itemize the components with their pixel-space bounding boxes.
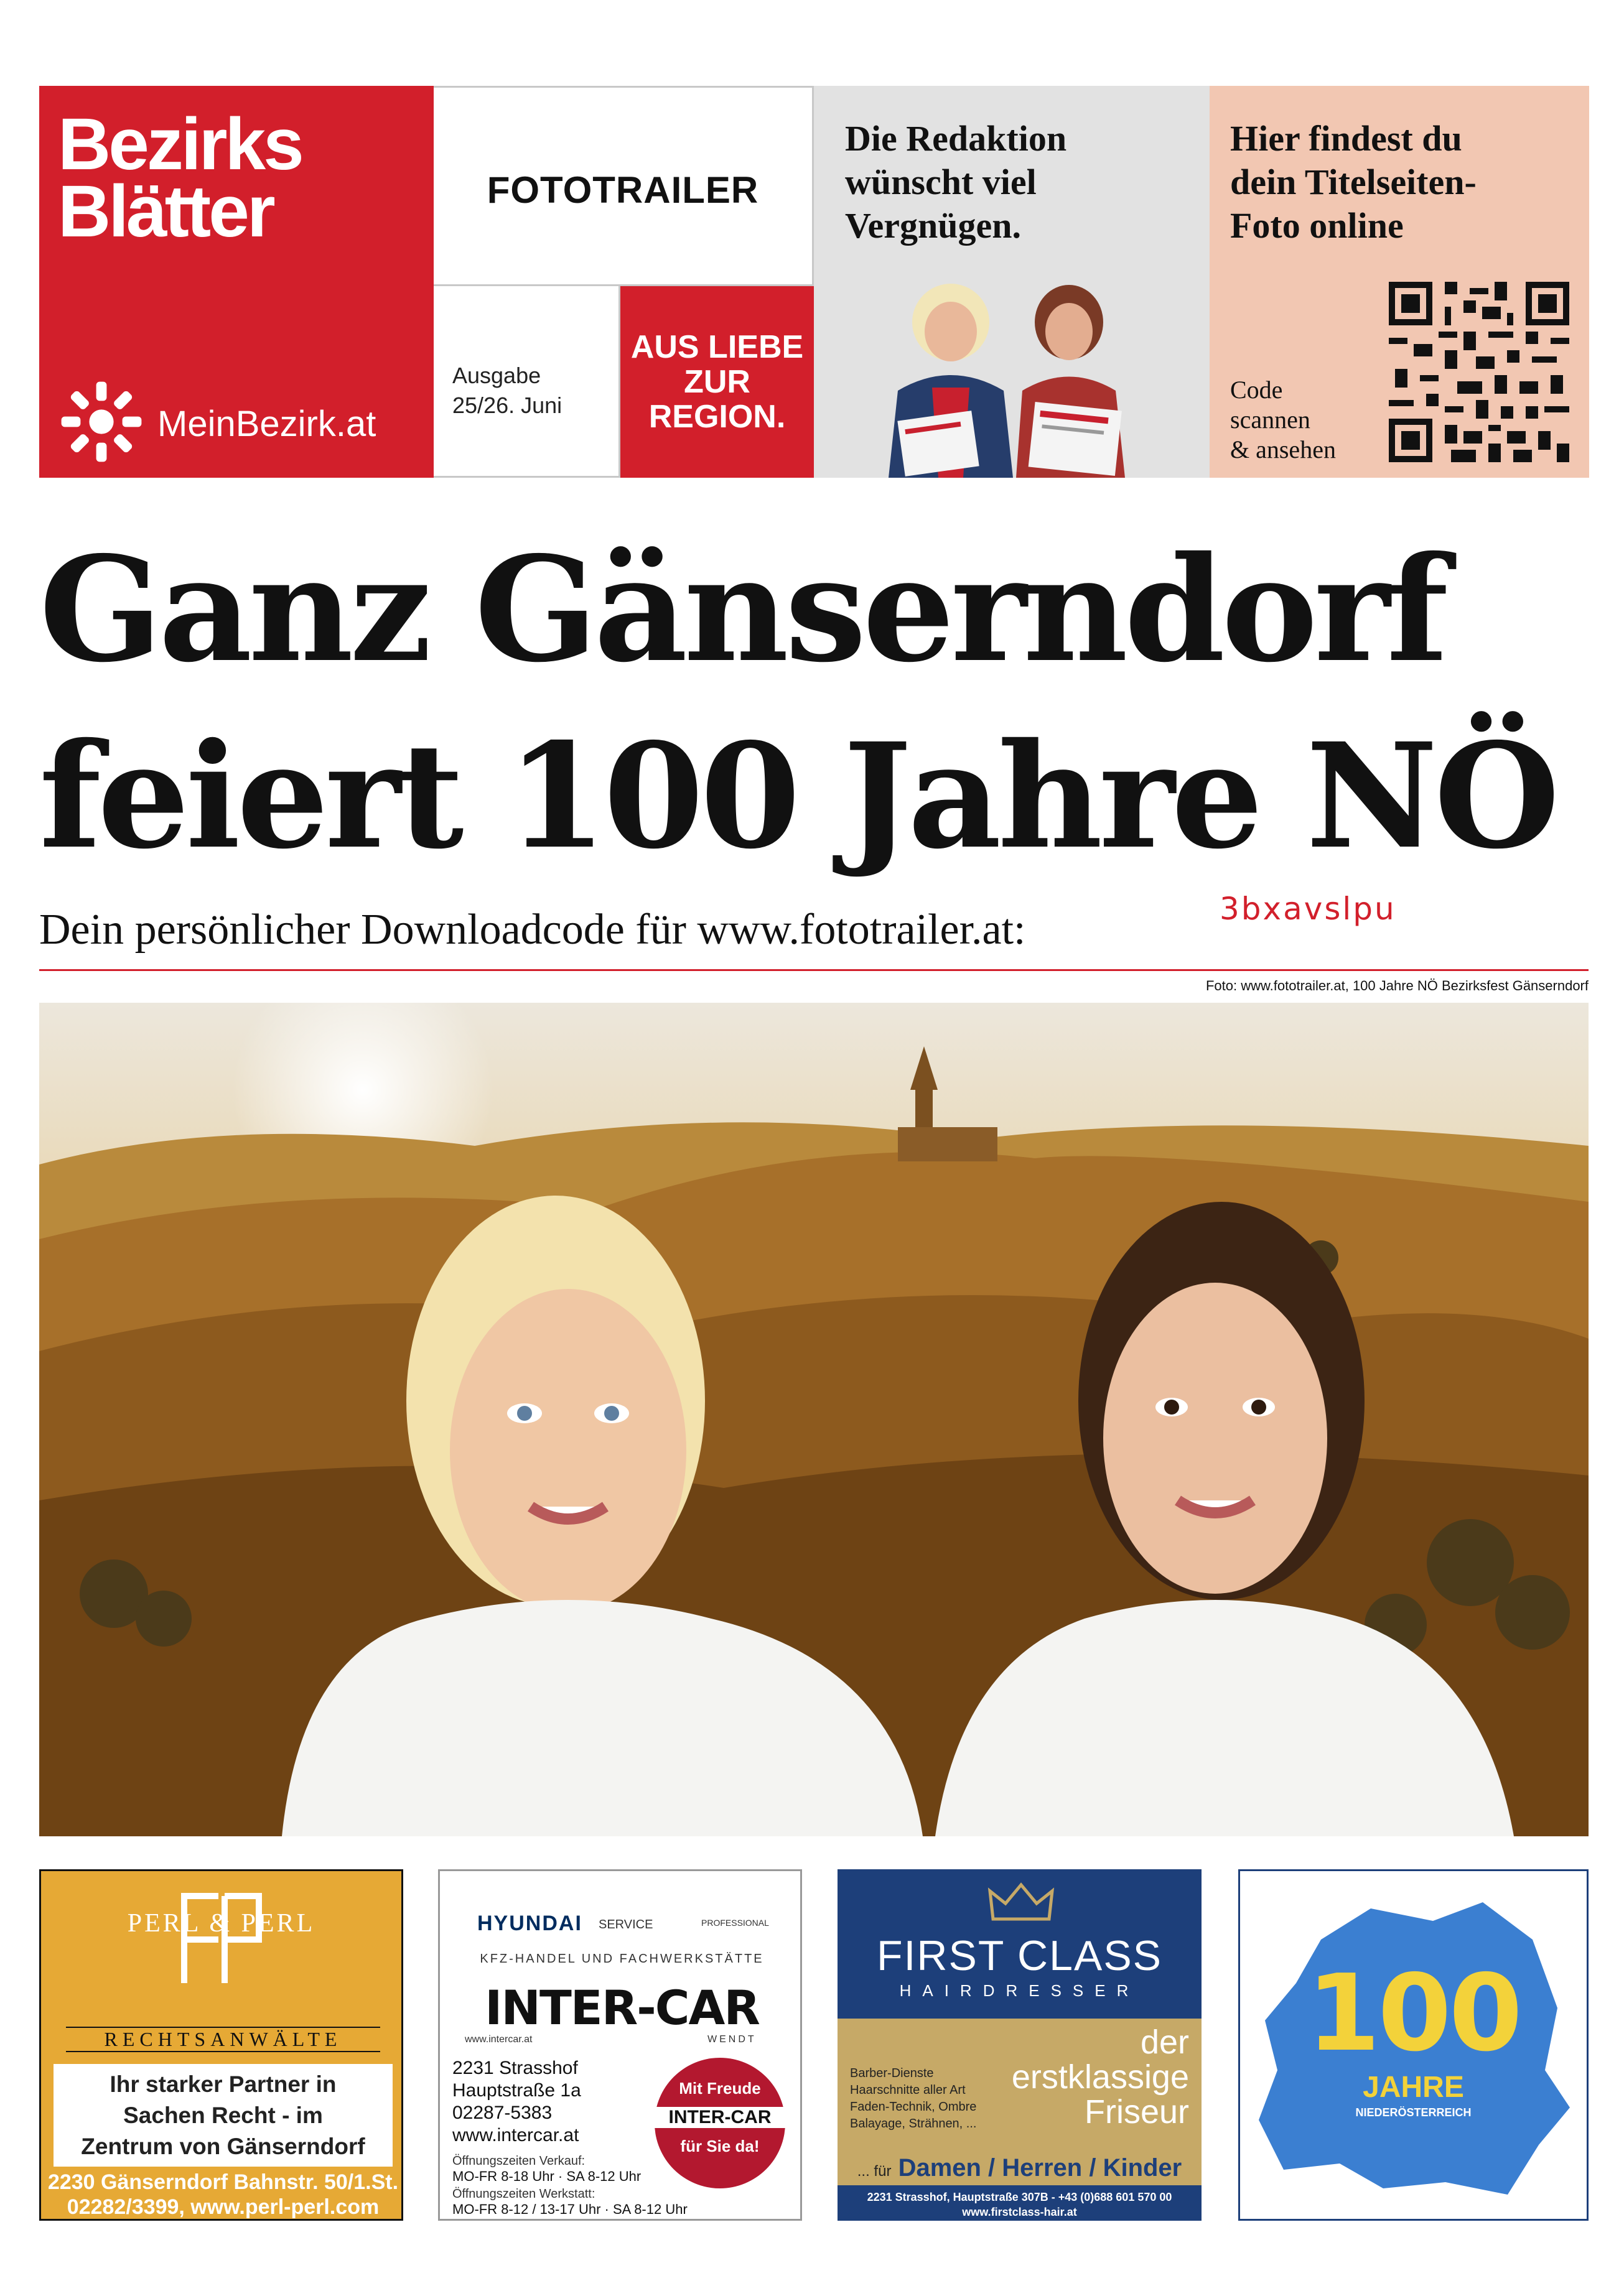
redaktion-line: Die Redaktion	[845, 118, 1067, 159]
slogan-line: REGION.	[648, 399, 786, 435]
hyundai-logo: HYUNDAI	[477, 1912, 582, 1935]
brand-sub	[58, 378, 419, 453]
intercar-name: INTER-CAR	[485, 1980, 759, 2035]
code-line: scannen	[1230, 406, 1310, 434]
online-line: Hier findest du	[1230, 118, 1462, 159]
firstclass-address	[838, 2190, 1202, 2219]
firstclass-sub: HAIRDRESSER	[899, 1981, 1140, 2000]
service-line: Barber-Dienste	[850, 2066, 934, 2080]
slogan-line: Friseur	[1084, 2093, 1189, 2131]
redaktion-box	[814, 86, 1210, 478]
intercar-address1: 2231 Strasshof	[452, 2058, 578, 2078]
service-line: Haarschnitte aller Art	[850, 2083, 966, 2097]
divider	[39, 969, 1589, 971]
slogan-text	[620, 330, 814, 434]
ad-100-jahre[interactable]	[1238, 1869, 1589, 2221]
intercar-web-small: www.intercar.at	[465, 2034, 533, 2045]
firstclass-services	[850, 2065, 976, 2132]
perl-claim-line: Sachen Recht - im	[123, 2103, 323, 2128]
issue-box	[434, 286, 620, 478]
ad-first-class[interactable]	[838, 1869, 1202, 2221]
target-prefix: ... für	[857, 2163, 892, 2180]
perl-claim-line: Zentrum von Gänserndorf	[81, 2134, 365, 2159]
slogan-line: ZUR	[684, 364, 750, 400]
slogan-box	[620, 286, 814, 478]
firstclass-website[interactable]: www.firstclass-hair.at	[962, 2206, 1077, 2218]
hours-sales-label: Öffnungszeiten Verkauf:	[452, 2154, 586, 2168]
code-line: & ansehen	[1230, 435, 1336, 463]
issue-label: Ausgabe	[452, 363, 541, 388]
slogan-line: AUS LIEBE	[630, 329, 804, 365]
intercar-sub: WENDT	[707, 2034, 757, 2045]
online-line: dein Titelseiten-	[1230, 162, 1477, 202]
brand-url: MeinBezirk.at	[157, 404, 376, 444]
badge-mid: INTER-CAR	[655, 2107, 785, 2128]
redaktion-line: wünscht viel	[845, 162, 1037, 202]
ad-intercar[interactable]	[438, 1869, 802, 2221]
hours-sales: MO-FR 8-18 Uhr · SA 8-12 Uhr	[452, 2168, 642, 2184]
intercar-tagline: KFZ-HANDEL UND FACHWERKSTÄTTE	[480, 1952, 764, 1966]
slogan-line: der	[1140, 2024, 1189, 2061]
brand-name	[58, 103, 419, 253]
online-text	[1230, 117, 1579, 248]
perl-logo-icon	[159, 1884, 284, 1996]
headline	[39, 516, 1589, 890]
perl-title: PERL & PERL	[127, 1909, 315, 1938]
intercar-website[interactable]: www.intercar.at	[452, 2125, 579, 2145]
download-label: Dein persönlicher Downloadcode für www.fototrailer.at:	[39, 906, 1026, 954]
headline-line2: feiert 100 Jahre NÖ	[39, 711, 1556, 881]
noe-word: JAHRE	[1363, 2071, 1464, 2104]
badge-bottom: für Sie da!	[680, 2137, 760, 2155]
firstclass-panel	[838, 2019, 1202, 2152]
perl-claim	[54, 2064, 393, 2167]
firstclass-slogan	[1012, 2025, 1189, 2129]
online-box	[1210, 86, 1589, 478]
service-label: SERVICE	[599, 1918, 653, 1931]
intercar-phone[interactable]: 02287-5383	[452, 2103, 553, 2123]
perl-address-line: 2230 Gänserndorf Bahnstr. 50/1.St.	[47, 2170, 399, 2194]
main-photo	[39, 1003, 1589, 1836]
firstclass-name: FIRST CLASS	[876, 1932, 1163, 1979]
perl-claim-line: Ihr starker Partner in	[110, 2071, 337, 2097]
qr-code-icon[interactable]	[1389, 282, 1569, 462]
brand-line2: Blätter	[58, 170, 273, 253]
intercar-address2: Hauptstraße 1a	[452, 2080, 581, 2101]
section-box	[434, 86, 814, 286]
firstclass-target	[838, 2150, 1202, 2185]
issue-info	[452, 361, 562, 421]
intercar-badge	[655, 2058, 785, 2188]
perl-subtitle: RECHTSANWÄLTE	[66, 2027, 380, 2052]
firstclass-address-line: 2231 Strasshof, Hauptstraße 307B - +43 (0)688 601 570 00	[867, 2191, 1172, 2203]
headline-line1: Ganz Gänserndorf	[39, 524, 1445, 694]
service-line: Balayage, Strähnen, ...	[850, 2117, 977, 2131]
ad-perl-perl[interactable]	[39, 1869, 403, 2221]
photo-credit: Foto: www.fototrailer.at, 100 Jahre NÖ Bezirksfest Gänserndorf	[1205, 978, 1589, 993]
perl-address	[47, 2170, 399, 2219]
target-text: Damen / Herren / Kinder	[898, 2154, 1182, 2182]
redaktion-line: Vergnügen.	[845, 205, 1022, 246]
download-code[interactable]: 3bxavslpu	[1220, 891, 1396, 927]
code-line: Code	[1230, 376, 1283, 404]
issue-date: 25/26. Juni	[452, 393, 562, 418]
badge-top: Mit Freude	[679, 2079, 761, 2098]
code-instructions	[1230, 375, 1386, 465]
hours-workshop: MO-FR 8-12 / 13-17 Uhr · SA 8-12 Uhr	[452, 2201, 688, 2217]
service-line: Faden-Technik, Ombre	[850, 2100, 977, 2114]
professional-label: PROFESSIONAL	[701, 1918, 769, 1928]
brand-box	[39, 86, 434, 478]
brand-line1: Bezirks	[58, 103, 302, 185]
noe-region: NIEDERÖSTERREICH	[1355, 2106, 1472, 2119]
editors-photo	[864, 272, 1162, 478]
hours-workshop-label: Öffnungszeiten Werkstatt:	[452, 2187, 595, 2201]
noe-number: 100	[1307, 1952, 1520, 2075]
online-line: Foto online	[1230, 205, 1404, 246]
redaktion-text	[845, 117, 1193, 248]
slogan-line: erstklassige	[1011, 2058, 1189, 2096]
section-label: FOTOTRAILER	[487, 169, 759, 211]
sun-logo-icon	[58, 378, 145, 465]
crown-icon	[987, 1882, 1055, 1925]
perl-address-line: 02282/3399, www.perl-perl.com	[67, 2195, 380, 2219]
